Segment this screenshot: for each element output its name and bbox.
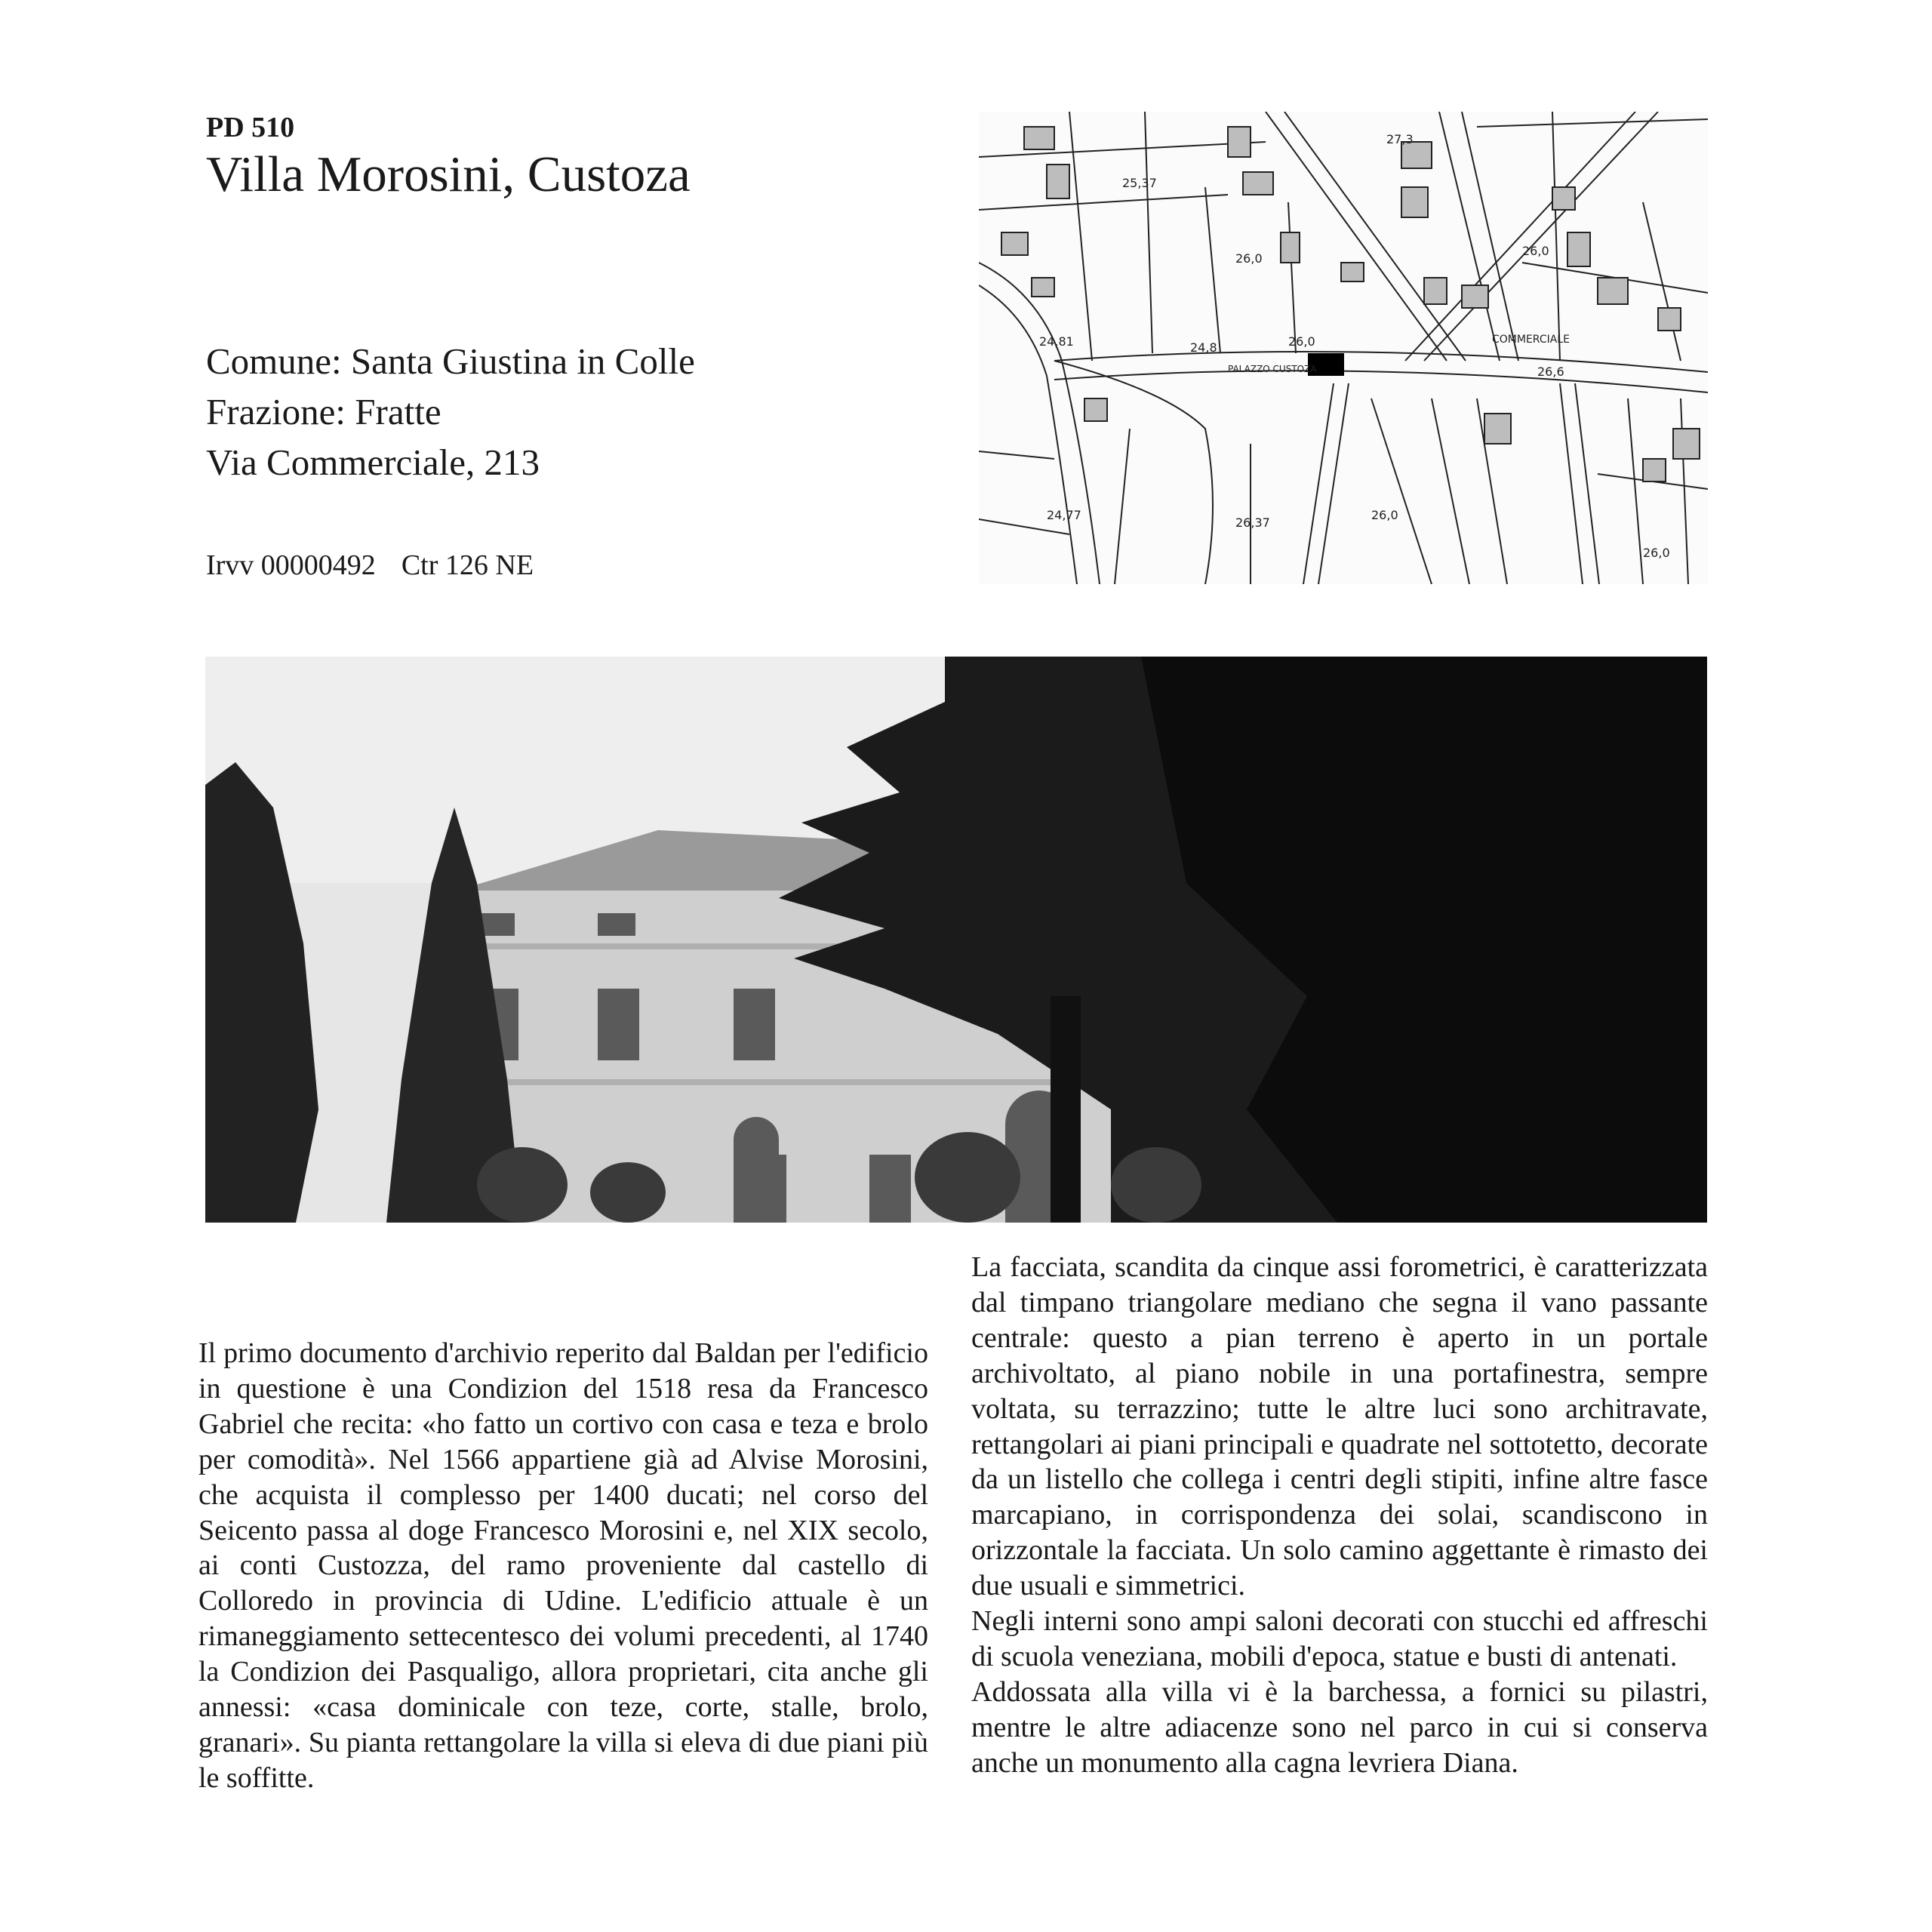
- map-label: COMMERCIALE: [1492, 334, 1570, 346]
- page-title: Villa Morosini, Custoza: [206, 146, 691, 202]
- map-label: 26,0: [1643, 546, 1670, 560]
- address-block: [206, 336, 695, 488]
- map-label: 25,37: [1122, 176, 1157, 190]
- frazione-line: Frazione: Fratte: [206, 391, 441, 432]
- text-column-right: [971, 1250, 1708, 1781]
- irvv-code: Irvv 00000492: [206, 549, 376, 581]
- comune-line: Comune: Santa Giustina in Colle: [206, 340, 695, 382]
- map-label: 26,0: [1371, 508, 1398, 522]
- facade-paragraph: La facciata, scandita da cinque assi forometrici, è caratterizzata dal timpano triangolare mediano che segna il vano passante centrale: questo a pian terreno è aperto in un portale archivoltato, al piano nobile in una portafinestra, sempre voltata, su terrazzino; tutte le altre luci sono architravate, rettangolari ai piani principali e quadrate nel sottotetto, decorate da un listello che collega i centri degli stipiti, infine altre fasce marcapiano, in corrispondenza dei solai, scandiscono in orizzontale la facciata. Un solo camino aggettante è rimasto dei due usuali e simmetrici.: [971, 1251, 1708, 1602]
- map-label: 26,0: [1235, 251, 1263, 266]
- location-map: [979, 112, 1708, 584]
- interiors-paragraph: Negli interni sono ampi saloni decorati con stucchi ed affreschi di scuola veneziana, mobili d'epoca, statue e busti di antenati.: [971, 1605, 1708, 1672]
- street-line: Via Commerciale, 213: [206, 441, 540, 483]
- text-column-left: [198, 1336, 928, 1796]
- map-label: 26,37: [1235, 515, 1270, 530]
- record-code: PD 510: [206, 112, 295, 143]
- history-paragraph: Il primo documento d'archivio reperito dal Baldan per l'edificio in questione è una Condizion del 1518 resa da Francesco Gabriel che recita: «ho fatto un cortivo con casa e teza e brolo per comodità». Nel 1566 appartiene già ad Alvise Morosini, che acquista il complesso per 1400 ducati; nel corso del Seicento passa al doge Francesco Morosini e, nel XIX secolo, ai conti Custozza, del ramo proveniente dal castello di Colloredo in provincia di Udine. L'edificio attuale è un rimaneggiamento settecentesco dei volumi precedenti, al 1740 la Condizion dei Pasqualigo, allora proprietari, cita anche gli annessi: «casa dominicale con teze, corte, stalle, brolo, granari». Su pianta rettangolare la villa si eleva di due piani più le soffitte.: [198, 1337, 928, 1794]
- villa-photograph: [205, 657, 1707, 1223]
- ctr-code: Ctr 126 NE: [401, 549, 534, 581]
- map-label: 24,81: [1039, 334, 1074, 349]
- map-label: 26,0: [1522, 244, 1549, 258]
- map-label: 24,77: [1047, 508, 1081, 522]
- map-label: PALAZZO CUSTOZA: [1228, 364, 1317, 374]
- map-label: 27,3: [1386, 132, 1414, 146]
- catalog-identifiers: [206, 549, 534, 582]
- map-label: 26,6: [1537, 365, 1564, 379]
- annexes-paragraph: Addossata alla villa vi è la barchessa, a fornici su pilastri, mentre le altre adiacenze sono nel parco in cui si conserva anche un monumento alla cagna levriera Diana.: [971, 1675, 1708, 1779]
- map-label: 24,8: [1190, 340, 1217, 355]
- map-label: 26,0: [1288, 334, 1315, 349]
